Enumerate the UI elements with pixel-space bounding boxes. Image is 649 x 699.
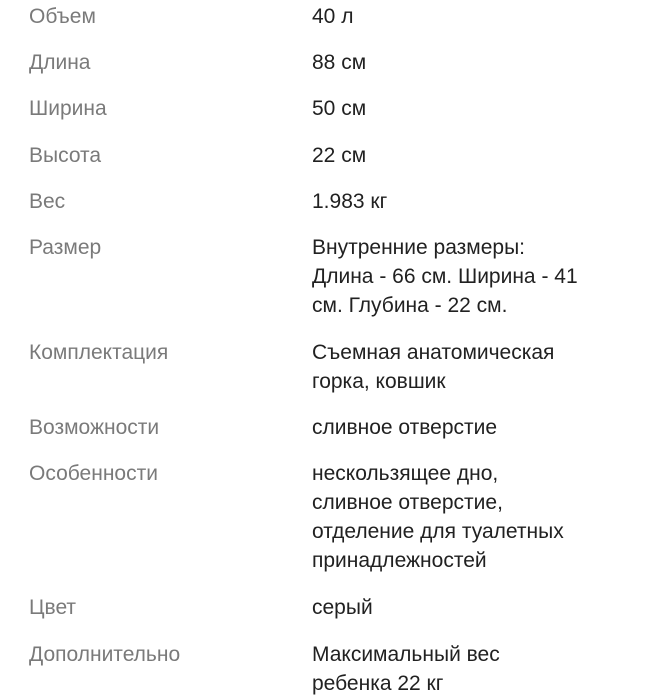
spec-label: Комплектация <box>29 341 169 364</box>
spec-value: нескользящее дно, сливное отверстие, отделение для туалетных принадлежностей <box>312 462 564 572</box>
spec-value: 1.983 кг <box>312 190 388 213</box>
spec-label: Вес <box>29 190 66 213</box>
spec-value: 22 см <box>312 144 367 167</box>
spec-value: 40 л <box>312 5 354 28</box>
spec-label: Размер <box>29 236 102 259</box>
spec-value: Съемная анатомическая горка, ковшик <box>312 341 555 393</box>
spec-value: сливное отверстие <box>312 416 498 439</box>
spec-label: Длина <box>29 51 91 74</box>
spec-value: Максимальный вес ребенка 22 кг <box>312 643 500 695</box>
spec-value: 50 см <box>312 97 367 120</box>
spec-label: Ширина <box>29 97 107 120</box>
spec-label: Дополнительно <box>29 643 181 666</box>
spec-label: Особенности <box>29 462 158 485</box>
spec-value: Внутренние размеры: Длина - 66 см. Ширина - 41 см. Глубина - 22 см. <box>312 236 578 317</box>
spec-label: Цвет <box>29 596 77 619</box>
spec-label: Возможности <box>29 416 160 439</box>
spec-label: Объем <box>29 5 96 28</box>
spec-label: Высота <box>29 144 102 167</box>
spec-value: 88 см <box>312 51 367 74</box>
spec-value: серый <box>312 596 373 619</box>
